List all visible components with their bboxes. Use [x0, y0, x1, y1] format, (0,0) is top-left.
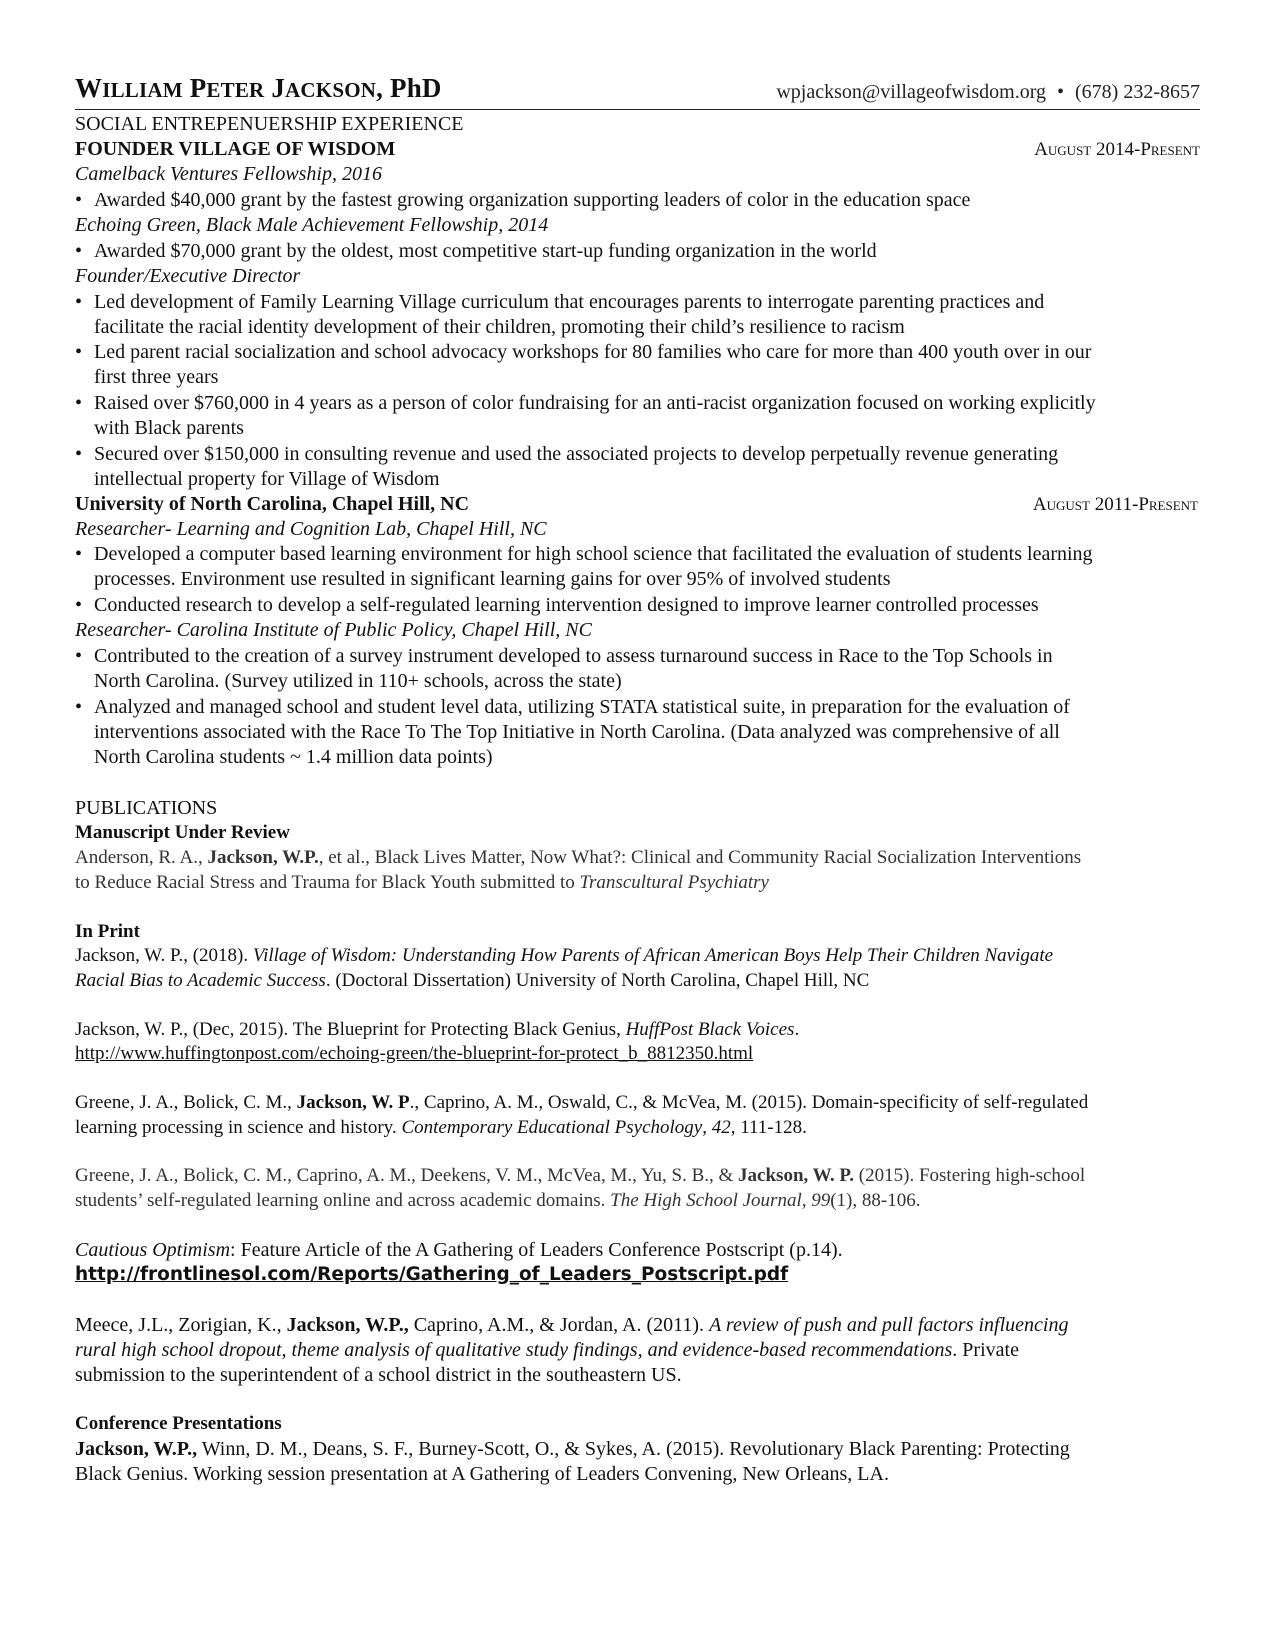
role-researcher-lab: Researcher- Learning and Cognition Lab, Chapel Hill, NC — [75, 518, 547, 540]
bullet-icon: • — [75, 291, 83, 313]
org-title-vow: FOUNDER VILLAGE OF WISDOM — [75, 138, 396, 160]
bullet-text: Contributed to the creation of a survey instrument developed to assess turnaround success in Race to the Top Schools in — [94, 645, 1053, 667]
bullet-text: Conducted research to develop a self-regulated learning intervention designed to improve learner controlled processes — [94, 594, 1039, 616]
bullet-icon: • — [75, 645, 83, 667]
bullet-text: intellectual property for Village of Wisdom — [94, 468, 440, 490]
heading-under-review: Manuscript Under Review — [75, 822, 290, 843]
citation-line: learning processing in science and history. Contemporary Educational Psychology, 42, 111-128. — [75, 1117, 807, 1138]
section-title-experience: SOCIAL ENTREPENUERSHIP EXPERIENCE — [75, 113, 464, 135]
citation-line: Meece, J.L., Zorigian, K., Jackson, W.P., Caprino, A.M., & Jordan, A. (2011). A review of push and pull factors influencing — [75, 1314, 1069, 1336]
heading-in-print: In Print — [75, 921, 140, 942]
bullet-text: Awarded $40,000 grant by the fastest growing organization supporting leaders of color in the education space — [94, 189, 971, 211]
org-title-unc: University of North Carolina, Chapel Hill, NC — [75, 493, 470, 515]
bullet-text: Led parent racial socialization and school advocacy workshops for 80 families who care for more than 400 youth over in our — [94, 341, 1092, 363]
frontlinesol-link[interactable]: http://frontlinesol.com/Reports/Gathering_of_Leaders_Postscript.pdf — [75, 1264, 789, 1285]
phone-number: (678) 232-8657 — [1075, 81, 1200, 103]
bullet-text: Led development of Family Learning Village curriculum that encourages parents to interrogate parenting practices and — [94, 291, 1045, 313]
bullet-text: processes. Environment use resulted in significant learning gains for over 95% of involved students — [94, 568, 891, 590]
email-link[interactable]: wpjackson@villageofwisdom.org — [776, 81, 1046, 103]
role-founder: Founder/Executive Director — [75, 265, 301, 287]
citation-line: Jackson, W. P., (Dec, 2015). The Blueprint for Protecting Black Genius, HuffPost Black Voices. — [75, 1019, 800, 1040]
citation-line: rural high school dropout, theme analysis of qualitative study findings, and evidence-based recommendations. Private — [75, 1339, 1019, 1361]
fellowship-camelback: Camelback Ventures Fellowship, 2016 — [75, 163, 382, 185]
citation-line: Jackson, W. P., (2018). Village of Wisdom: Understanding How Parents of African American Boys Help Their Children Navigate — [75, 945, 1054, 966]
bullet-text: interventions associated with the Race To The Top Initiative in North Carolina. (Data analyzed was comprehensive of all — [94, 721, 1060, 743]
separator-bullet: • — [1057, 81, 1065, 103]
citation-line: to Reduce Racial Stress and Trauma for Black Youth submitted to Transcultural Psychiatry — [75, 872, 769, 893]
section-title-publications: PUBLICATIONS — [75, 797, 218, 819]
contact-info — [776, 81, 1200, 104]
bullet-icon: • — [75, 443, 83, 465]
citation-line: Black Genius. Working session presentation at A Gathering of Leaders Convening, New Orleans, LA. — [75, 1463, 889, 1485]
bullet-text: North Carolina students ~ 1.4 million data points) — [94, 746, 493, 768]
bullet-text: Developed a computer based learning environment for high school science that facilitated the evaluation of students learning — [94, 543, 1093, 565]
bullet-icon: • — [75, 240, 83, 262]
candidate-name: WILLIAM PETER JACKSON, PhD — [75, 73, 442, 103]
bullet-text: facilitate the racial identity development of their children, promoting their child’s resilience to racism — [94, 316, 905, 338]
bullet-text: Analyzed and managed school and student level data, utilizing STATA statistical suite, in preparation for the evaluation of — [94, 696, 1070, 718]
bullet-text: first three years — [94, 366, 219, 388]
huffpost-link[interactable]: http://www.huffingtonpost.com/echoing-green/the-blueprint-for-protect_b_8812350.html — [75, 1043, 754, 1064]
citation-line: Cautious Optimism: Feature Article of the A Gathering of Leaders Conference Postscript (p.14). — [75, 1239, 843, 1261]
bullet-icon: • — [75, 189, 83, 211]
bullet-icon: • — [75, 543, 83, 565]
bullet-text: with Black parents — [94, 417, 244, 439]
bullet-text: Secured over $150,000 in consulting revenue and used the associated projects to develop perpetually revenue generating — [94, 443, 1059, 465]
header-rule — [75, 109, 1200, 110]
bullet-icon: • — [75, 696, 83, 718]
date-unc: August 2011-Present — [1032, 494, 1198, 515]
bullet-icon: • — [75, 341, 83, 363]
bullet-text: North Carolina. (Survey utilized in 110+ schools, across the state) — [94, 670, 622, 692]
citation-line: Racial Bias to Academic Success. (Doctoral Dissertation) University of North Carolina, Chapel Hill, NC — [75, 970, 870, 991]
citation-line: Jackson, W.P., Winn, D. M., Deans, S. F., Burney-Scott, O., & Sykes, A. (2015). Revolutionary Black Parenting: Protecting — [75, 1438, 1070, 1460]
role-researcher-policy: Researcher- Carolina Institute of Public Policy, Chapel Hill, NC — [75, 619, 592, 641]
citation-line: Greene, J. A., Bolick, C. M., Jackson, W. P., Caprino, A. M., Oswald, C., & McVea, M. (2015). Domain-specificity of self-regulated — [75, 1092, 1089, 1113]
bullet-icon: • — [75, 392, 83, 414]
citation-line: students’ self-regulated learning online and across academic domains. The High School Journal, 99(1), 88-106. — [75, 1190, 921, 1211]
bullet-text: Raised over $760,000 in 4 years as a person of color fundraising for an anti-racist organization focused on working explicitly — [94, 392, 1096, 414]
citation-line: Greene, J. A., Bolick, C. M., Caprino, A. M., Deekens, V. M., McVea, M., Yu, S. B., & Jackson, W. P. (2015). Fostering high-school — [75, 1165, 1086, 1186]
bullet-icon: • — [75, 594, 83, 616]
citation-line: Anderson, R. A., Jackson, W.P., et al., Black Lives Matter, Now What?: Clinical and Community Racial Socialization Interventions — [75, 847, 1082, 868]
fellowship-echoing: Echoing Green, Black Male Achievement Fellowship, 2014 — [75, 214, 549, 236]
date-vow: August 2014-Present — [1034, 139, 1200, 160]
heading-conference: Conference Presentations — [75, 1413, 282, 1434]
citation-line: submission to the superintendent of a school district in the southeastern US. — [75, 1364, 682, 1386]
bullet-text: Awarded $70,000 grant by the oldest, most competitive start-up funding organization in the world — [94, 240, 877, 262]
